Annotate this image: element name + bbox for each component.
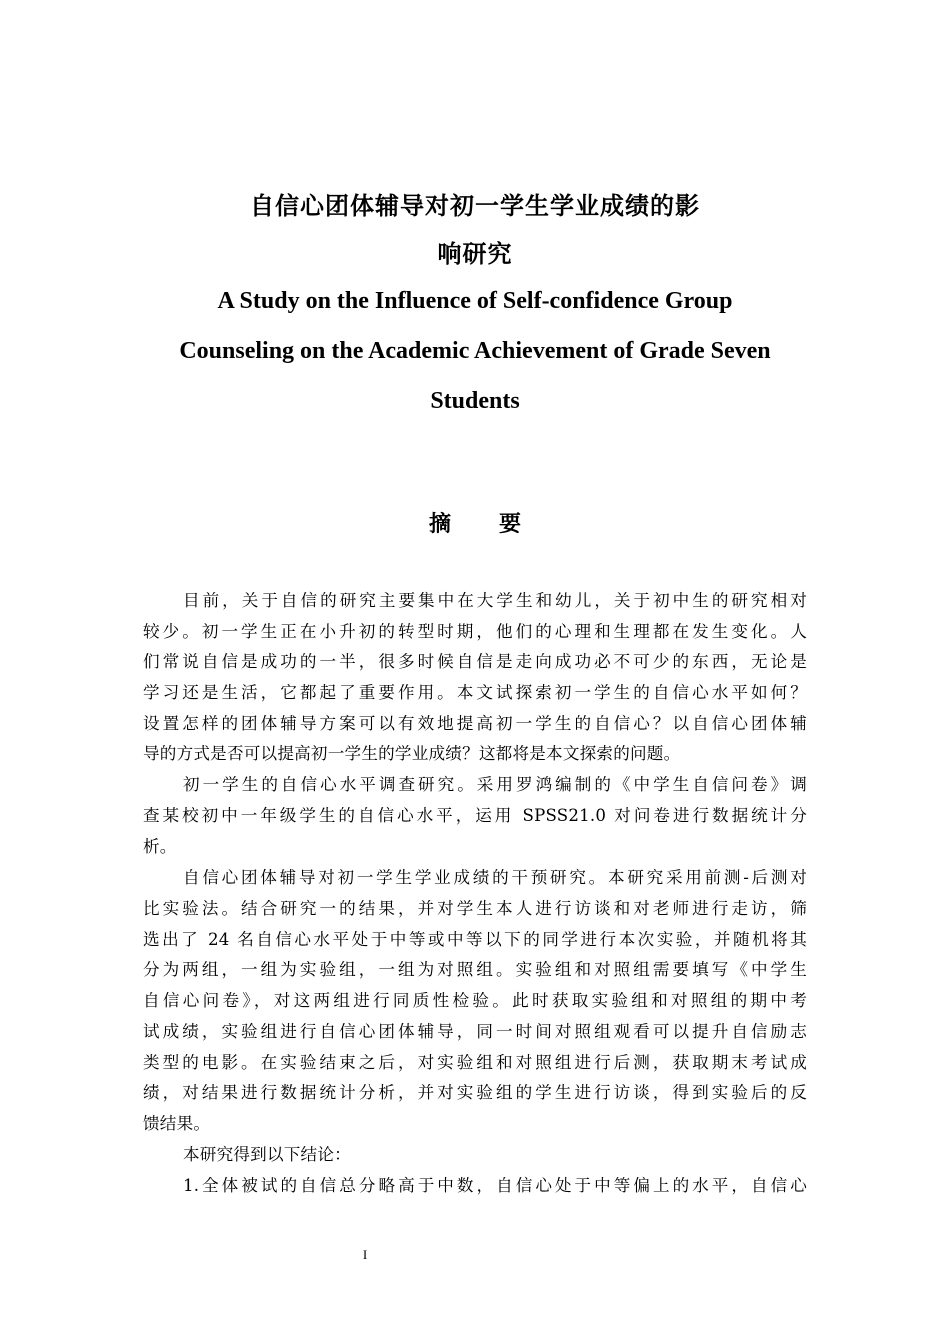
abstract-heading [0,508,950,542]
english-title-line-1: A Study on the Influence of Self-confidence Group [217,288,733,314]
abstract-line: 绩，对结果进行数据统计分析，并对实验组的学生进行访谈，得到实验后的反 [143,1083,807,1102]
abstract-line: 们常说自信是成功的一半，很多时候自信是走向成功必不可少的东西，无论是 [143,652,807,671]
chinese-title-line-2: 响研究 [437,240,513,268]
abstract-line: 初一学生的自信心水平调查研究。采用罗鸿编制的《中学生自信问卷》调 [183,775,807,794]
abstract-line: 1.全体被试的自信总分略高于中数，自信心处于中等偏上的水平，自信心 [183,1176,807,1195]
abstract-line: 较少。初一学生正在小升初的转型时期，他们的心理和生理都在发生变化。人 [143,622,807,641]
abstract-line: 馈结果。 [143,1114,211,1133]
abstract-line: 自信心问卷》，对这两组进行同质性检验。此时获取实验组和对照组的期中考 [143,991,807,1010]
page-number: I [362,1247,368,1262]
abstract-line: 设置怎样的团体辅导方案可以有效地提高初一学生的自信心？以自信心团体辅 [143,714,807,733]
abstract-line: 目前，关于自信的研究主要集中在大学生和幼儿，关于初中生的研究相对 [183,591,807,610]
abstract-line: 学习还是生活，它都起了重要作用。本文试探索初一学生的自信心水平如何？ [143,683,807,702]
abstract-line: 比实验法。结合研究一的结果，并对学生本人进行访谈和对老师进行走访，筛 [143,899,807,918]
abstract-line: 类型的电影。在实验结束之后，对实验组和对照组进行后测，获取期末考试成 [143,1053,807,1072]
abstract-line: 导的方式是否可以提高初一学生的学业成绩？这都将是本文探索的问题。 [143,744,681,763]
chinese-title-line-1: 自信心团体辅导对初一学生学业成绩的影 [250,192,700,220]
abstract-line: 析。 [143,837,177,856]
abstract-line: 查某校初中一年级学生的自信心水平，运用 SPSS21.0 对问卷进行数据统计分 [143,806,807,825]
abstract-line: 选出了 24 名自信心水平处于中等或中等以下的同学进行本次实验，并随机将其 [143,930,807,949]
abstract-line: 试成绩，实验组进行自信心团体辅导，同一时间对照组观看可以提升自信励志 [143,1022,807,1041]
abstract-line: 分为两组，一组为实验组，一组为对照组。实验组和对照组需要填写《中学生 [143,960,807,979]
abstract-heading-char-1: 摘 [428,512,451,537]
abstract-line: 自信心团体辅导对初一学生学业成绩的干预研究。本研究采用前测-后测对 [183,868,807,887]
abstract-heading-char-2: 要 [499,512,522,537]
english-title-line-2: Counseling on the Academic Achievement of Grade Seven [179,338,771,364]
english-title-line-3: Students [430,388,520,414]
abstract-line: 本研究得到以下结论： [183,1145,351,1164]
